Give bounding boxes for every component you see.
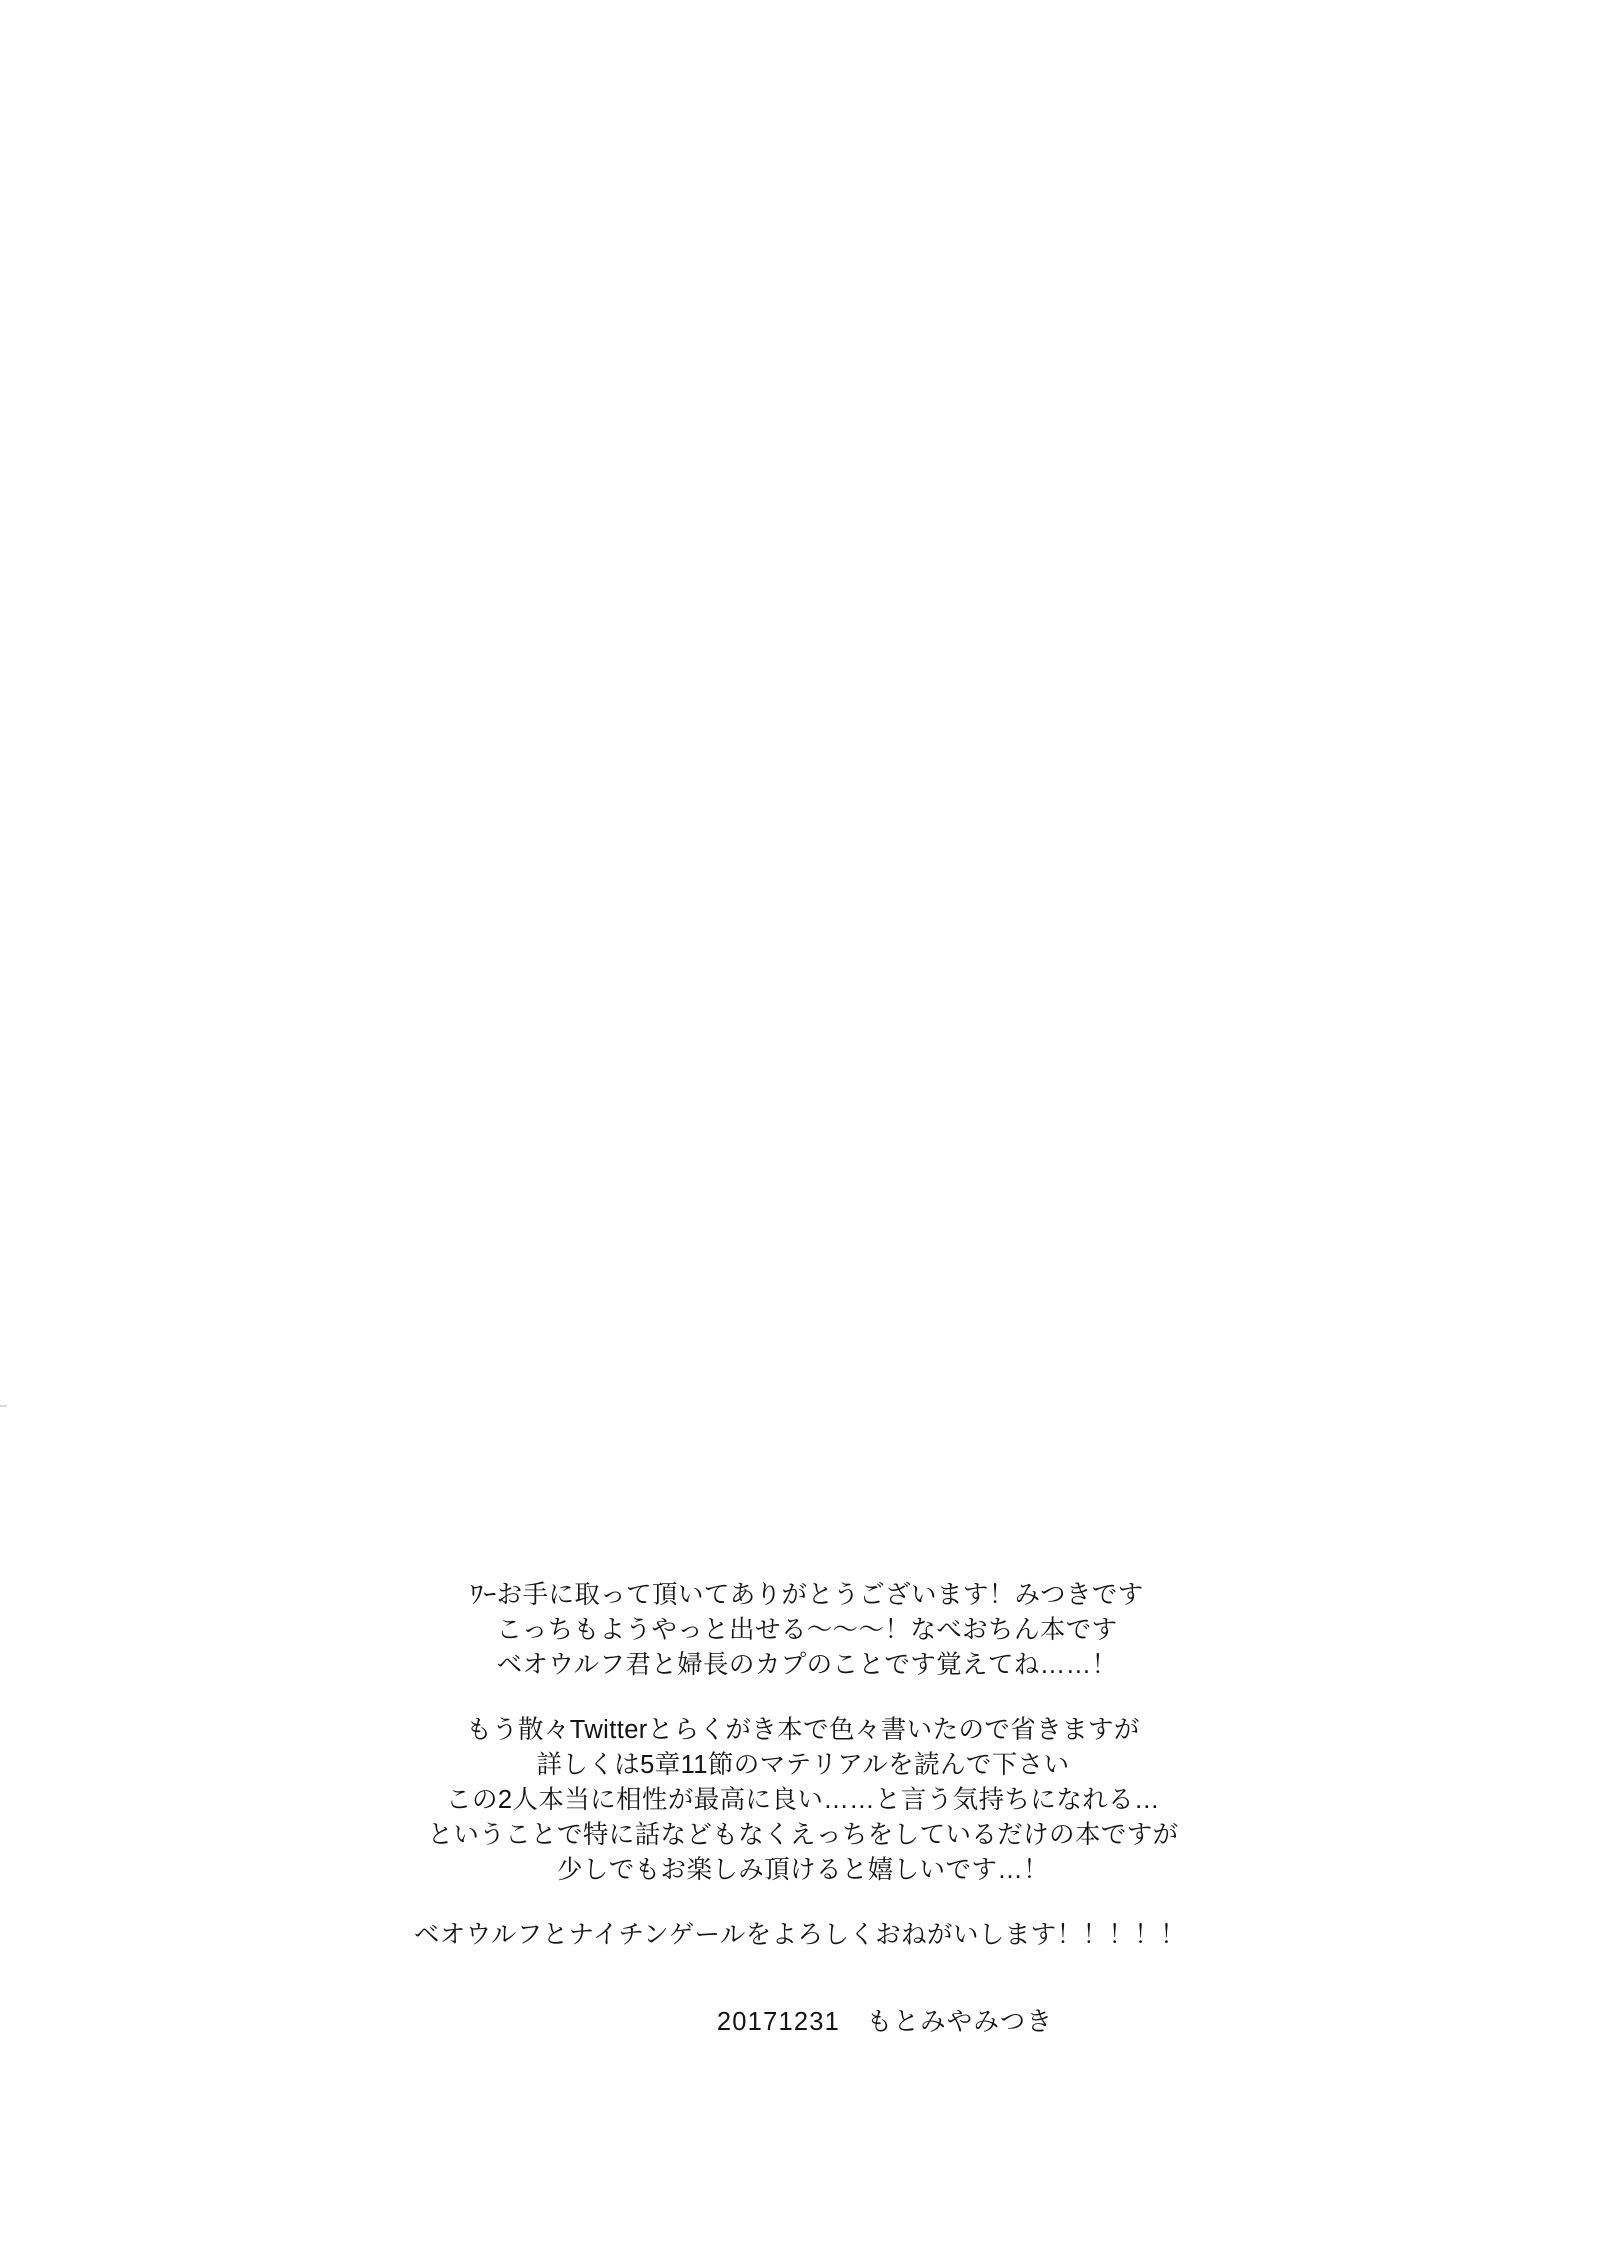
- afterword-closing-paragraph: [0, 1918, 1600, 1953]
- afterword-line: 詳しくは5章11節のマテリアルを読んで下さい: [536, 1751, 1070, 1779]
- afterword-body-paragraph: [0, 1713, 1600, 1888]
- afterword-line: こっちもようやっと出せる〜〜〜！なべおちん本です: [496, 1616, 1118, 1644]
- afterword-greeting-paragraph: [0, 1578, 1600, 1683]
- afterword-line: ﾜｰお手に取って頂いてありがとうございます！みつきです: [470, 1581, 1144, 1609]
- afterword-line: ということで特に話などもなくえっちをしているだけの本ですが: [427, 1821, 1179, 1849]
- afterword-signature: 20171231 もとみやみつき: [716, 2008, 1054, 2036]
- afterword-line: ベオウルフ君と婦長のカプのことです覚えてね……！: [496, 1651, 1118, 1679]
- afterword-line: 少しでもお楽しみ頂けると嬉しいです…！: [556, 1856, 1050, 1884]
- afterword-text-block: [0, 1578, 1600, 2040]
- afterword-line: この2人本当に相性が最高に良い……と言う気持ちになれる…: [446, 1786, 1160, 1814]
- afterword-line: ベオウルフとナイチンゲールをよろしくおねがいします！！！！！: [413, 1921, 1187, 1949]
- scan-artifact-speck: [0, 1405, 7, 1407]
- afterword-line: もう散々Twitterとらくがき本で色々書いたので省きますが: [466, 1716, 1140, 1744]
